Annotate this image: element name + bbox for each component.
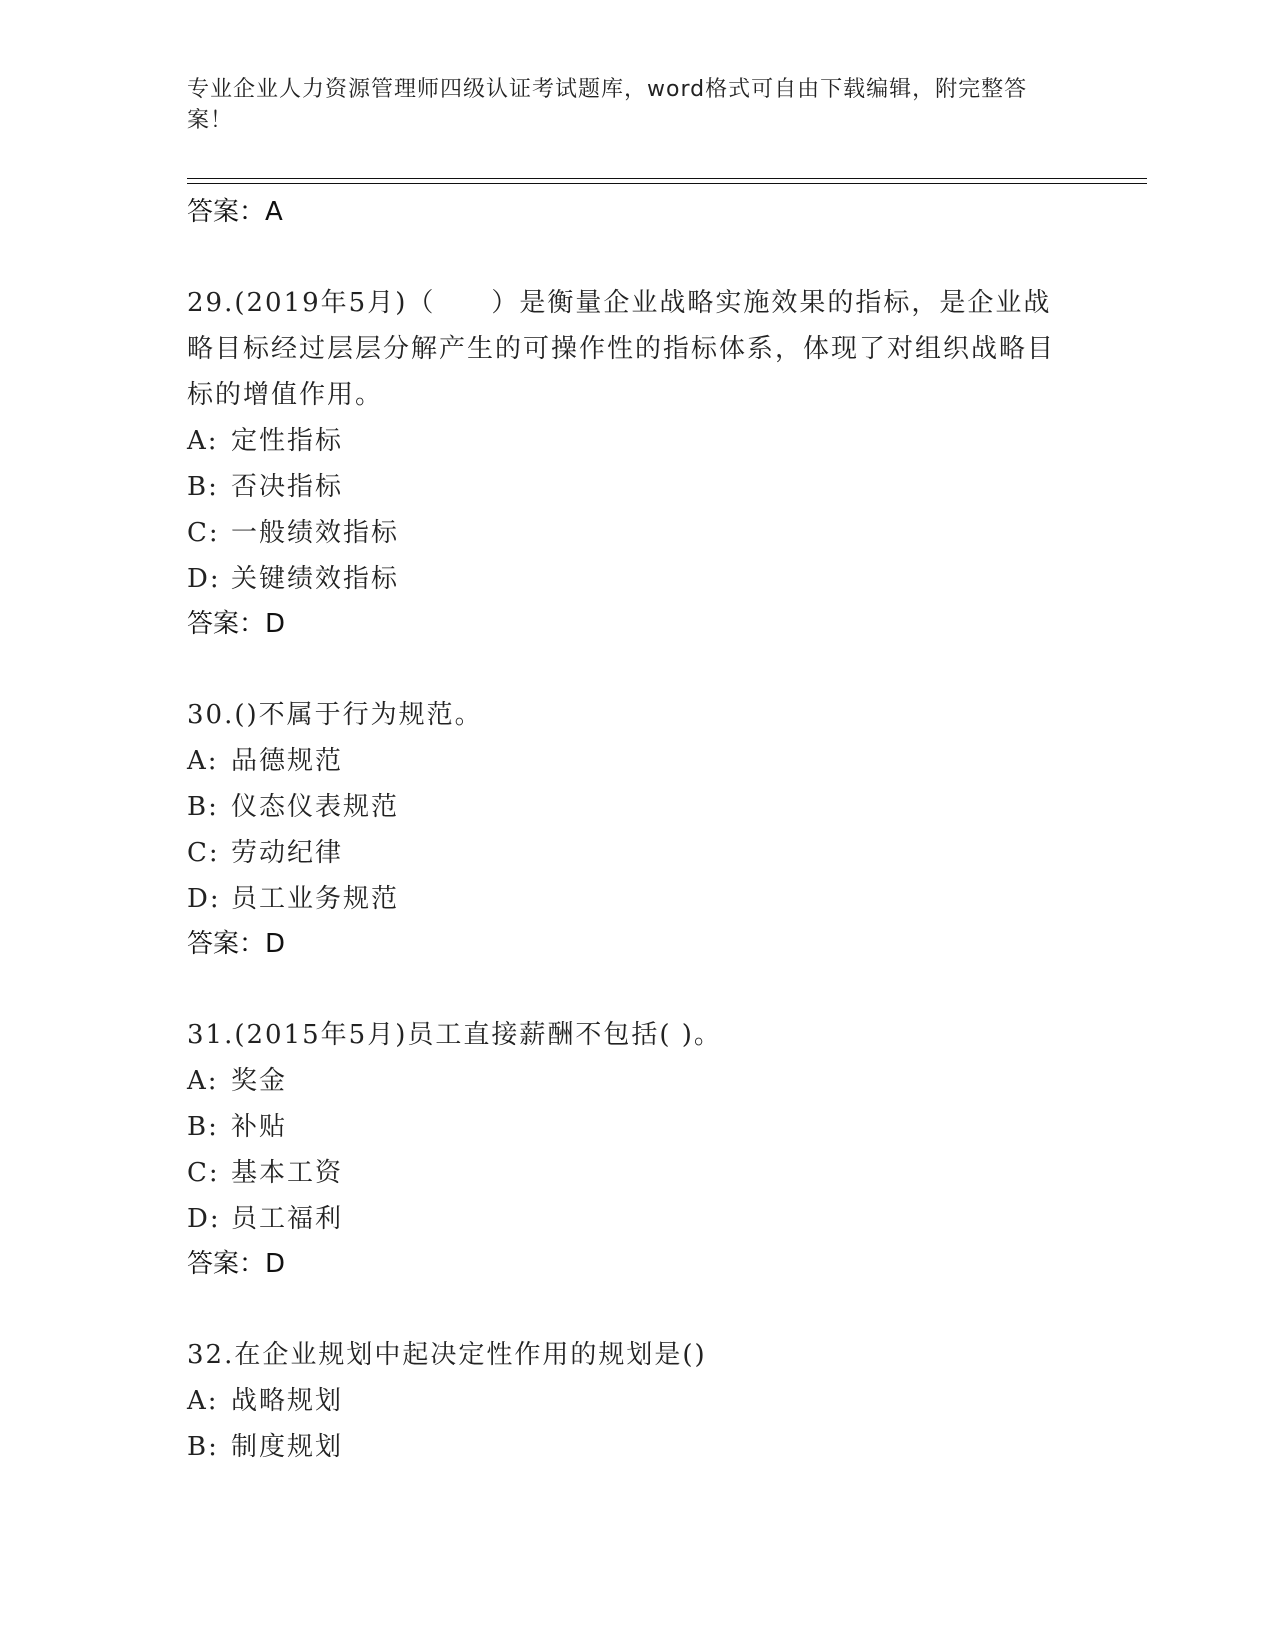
option-label: D: [187,564,221,594]
answer-line: 答案：D [187,609,286,639]
option-c [187,510,1087,556]
option-label: C: [187,518,220,548]
option-label: A: [187,1386,219,1416]
option-text: 一般绩效指标 [231,518,400,548]
option-d [187,556,1087,602]
option-b [187,464,1087,510]
option-text: 员工福利 [231,1204,344,1234]
question-stem: 32.在企业规划中起决定性作用的规划是() [187,1340,707,1370]
question-block [187,1332,1087,1470]
option-label: C: [187,838,220,868]
question-stem: 29.(2019年5月)（ ）是衡量企业战略实施效果的指标，是企业战略目标经过层层分解产生的可操作性的指标体系，体现了对组织战略目标的增值作用。 [187,288,1056,410]
option-text: 否决指标 [231,472,344,502]
option-a [187,1378,1087,1424]
option-text: 劳动纪律 [231,838,344,868]
question-block [187,280,1087,646]
option-label: A: [187,1066,219,1096]
option-a [187,418,1087,464]
answer-line: 答案：D [187,929,286,959]
option-text: 补贴 [231,1112,288,1142]
option-label: C: [187,1158,220,1188]
question-stem: 31.(2015年5月)员工直接薪酬不包括( )。 [187,1020,722,1050]
option-c [187,1150,1087,1196]
option-label: A: [187,746,219,776]
option-label: A: [187,426,219,456]
option-text: 基本工资 [231,1158,344,1188]
option-text: 奖金 [231,1066,288,1096]
option-label: D: [187,884,221,914]
option-label: B: [187,1112,219,1142]
option-text: 制度规划 [231,1432,344,1462]
option-text: 品德规范 [231,746,344,776]
question-block [187,1012,1087,1286]
option-text: 员工业务规范 [231,884,400,914]
option-c [187,830,1087,876]
option-text: 关键绩效指标 [231,564,400,594]
option-d [187,876,1087,922]
answer-line: 答案：A [187,197,283,227]
option-text: 定性指标 [231,426,344,456]
option-a [187,1058,1087,1104]
option-b [187,784,1087,830]
option-label: D: [187,1204,221,1234]
answer-line: 答案：D [187,1249,286,1279]
option-d [187,1196,1087,1242]
option-text: 战略规划 [231,1386,344,1416]
option-b [187,1424,1087,1470]
option-label: B: [187,792,219,822]
question-block [187,692,1087,966]
option-b [187,1104,1087,1150]
option-label: B: [187,472,219,502]
question-list [187,190,1087,1470]
option-a [187,738,1087,784]
header-divider-bottom [187,183,1147,184]
option-label: B: [187,1432,219,1462]
document-header: 专业企业人力资源管理师四级认证考试题库，word格式可自由下载编辑，附完整答案！ [187,77,1028,133]
question-stem: 30.()不属于行为规范。 [187,700,483,730]
option-text: 仪态仪表规范 [231,792,400,822]
header-divider-top [187,178,1147,179]
